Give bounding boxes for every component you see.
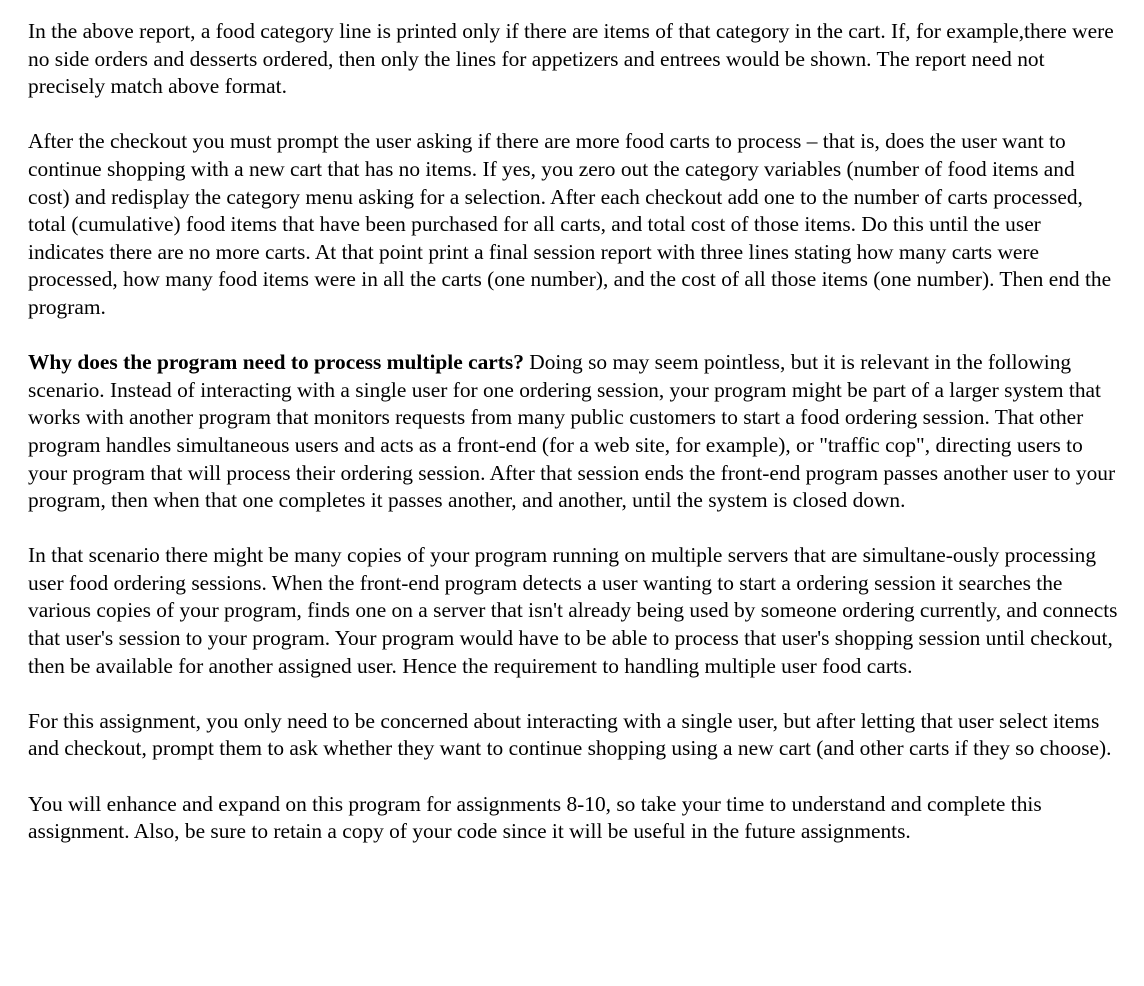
paragraph-checkout-more-carts: After the checkout you must prompt the user asking if there are more food carts to process – that is, does the user want to continue shopping with a new cart that has no items. If yes, you zero out the category variables (number of food items and cost) and redisplay the category menu asking for a selection. After each checkout add one to the number of carts processed, total (cumulative) food items that have been purchased for all carts, and total cost of those items. Do this until the user indicates there are no more carts. At that point print a final session report with three lines stating how many carts were processed, how many food items were in all the carts (one number), and the cost of all those items (one number). Then end the program.: [28, 129, 1112, 319]
paragraph-why-multiple-carts: [28, 349, 1118, 515]
paragraph-report-category-lines: In the above report, a food category line is printed only if there are items of that category in the cart. If, for example,there were no side orders and desserts ordered, then only the lines for appetizers and entrees would be shown. The report need not precisely match above format.: [28, 19, 1114, 99]
paragraph-assignment-single-user: For this assignment, you only need to be concerned about interacting with a single user, but after letting that user select items and checkout, prompt them to ask whether they want to continue shopping using a new cart (and other carts if they so choose).: [28, 708, 1112, 761]
document-body: [28, 18, 1118, 846]
paragraph-scenario-multiple-servers: In that scenario there might be many copies of your program running on multiple servers that are simultane-ously processing user food ordering sessions. When the front-end program detects a user wanting to start a ordering session it searches the various copies of your program, finds one on a server that isn't already being used by someone ordering currently, and connects that user's session to your program. Your program would have to be able to process that user's shopping session until checkout, then be available for another assigned user. Hence the requirement to handling multiple user food carts.: [28, 543, 1118, 678]
paragraph-future-assignments: You will enhance and expand on this program for assignments 8-10, so take your time to understand and complete this assignment. Also, be sure to retain a copy of your code since it will be useful in the future assignments.: [28, 791, 1042, 844]
paragraph-why-multiple-carts-text: Doing so may seem pointless, but it is relevant in the following scenario. Instead of interacting with a single user for one ordering session, your program might be part of a larger system that works with another program that monitors requests from many public customers to start a food ordering session. That other program handles simultaneous users and acts as a front-end (for a web site, for example), or "traffic cop", directing users to your program that will process their ordering session. After that session ends the front-end program passes another user to your program, then when that one completes it passes another, and another, until the system is closed down.: [28, 350, 1116, 513]
bold-question-heading: Why does the program need to process multiple carts?: [28, 350, 524, 375]
